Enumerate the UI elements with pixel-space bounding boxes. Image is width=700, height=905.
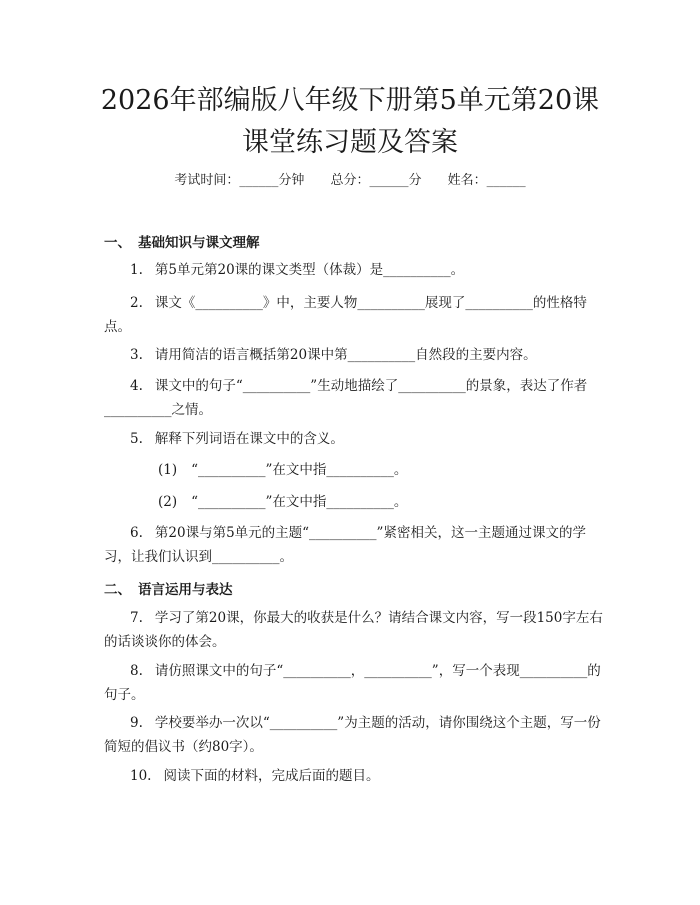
section-title: 基础知识与课文理解 <box>138 235 260 251</box>
question-1 <box>104 258 604 282</box>
question-10 <box>104 764 604 788</box>
section-number: 二、 <box>104 582 131 598</box>
question-text: 解释下列词语在课文中的含义。 <box>154 431 344 447</box>
question-text: 第20课与第5单元的主题“__________”紧密相关，这一主题通过课文的学习，让我们认识到__________。 <box>104 525 586 565</box>
exam-meta <box>0 169 700 188</box>
question-text: 第5单元第20课的课文类型（体裁）是__________。 <box>154 262 465 278</box>
question-text: 请仿照课文中的句子“__________，__________”，写一个表现__________的句子。 <box>104 663 601 703</box>
question-5 <box>104 427 604 451</box>
question-7 <box>104 606 604 654</box>
question-text: 学习了第20课，你最大的收获是什么？请结合课文内容，写一段150字左右的话谈谈你的体会。 <box>104 610 603 650</box>
question-6 <box>104 521 604 569</box>
question-number: 9. <box>130 715 143 731</box>
question-number: 6. <box>130 525 143 541</box>
question-number: 2. <box>130 295 143 311</box>
exam-time: 考试时间：______分钟 <box>174 173 305 188</box>
exam-score: 总分：______分 <box>330 173 422 188</box>
title-line-1: 2026年部编版八年级下册第5单元第20课 <box>100 85 600 116</box>
question-text: 课文中的句子“__________”生动地描绘了__________的景象，表达了作者__________之情。 <box>104 378 588 418</box>
subitem-number: (1) <box>158 462 178 478</box>
question-number: 4. <box>130 378 143 394</box>
question-number: 3. <box>130 347 143 363</box>
question-text: 请用简洁的语言概括第20课中第__________自然段的主要内容。 <box>154 347 537 363</box>
section-number: 一、 <box>104 235 131 251</box>
question-text: 阅读下面的材料，完成后面的题目。 <box>163 768 380 784</box>
question-4 <box>104 374 604 422</box>
question-number: 1. <box>130 262 143 278</box>
question-3 <box>104 343 604 367</box>
question-text: 学校要举办一次以“__________”为主题的活动，请你围绕这个主题，写一份简短的倡议书（约80字）。 <box>104 715 601 755</box>
page-title <box>0 80 700 164</box>
section-title: 语言运用与表达 <box>138 582 233 598</box>
question-8 <box>104 659 604 707</box>
exam-name: 姓名：______ <box>447 173 526 188</box>
question-number: 8. <box>130 663 143 679</box>
subitem-text: “__________”在文中指__________。 <box>191 494 408 510</box>
section-heading-2 <box>104 578 233 598</box>
section-heading-1 <box>104 231 260 251</box>
subitem-number: (2) <box>158 494 178 510</box>
subitem-text: “__________”在文中指__________。 <box>191 462 408 478</box>
subitem-1 <box>158 458 407 482</box>
question-text: 课文《__________》中，主要人物__________展现了__________的性格特点。 <box>104 295 587 335</box>
question-number: 10. <box>130 768 152 784</box>
subitem-2 <box>158 490 407 514</box>
question-number: 7. <box>130 610 143 626</box>
question-2 <box>104 291 604 339</box>
question-number: 5. <box>130 431 143 447</box>
title-line-2: 课堂练习题及答案 <box>242 127 458 158</box>
question-9 <box>104 711 604 759</box>
